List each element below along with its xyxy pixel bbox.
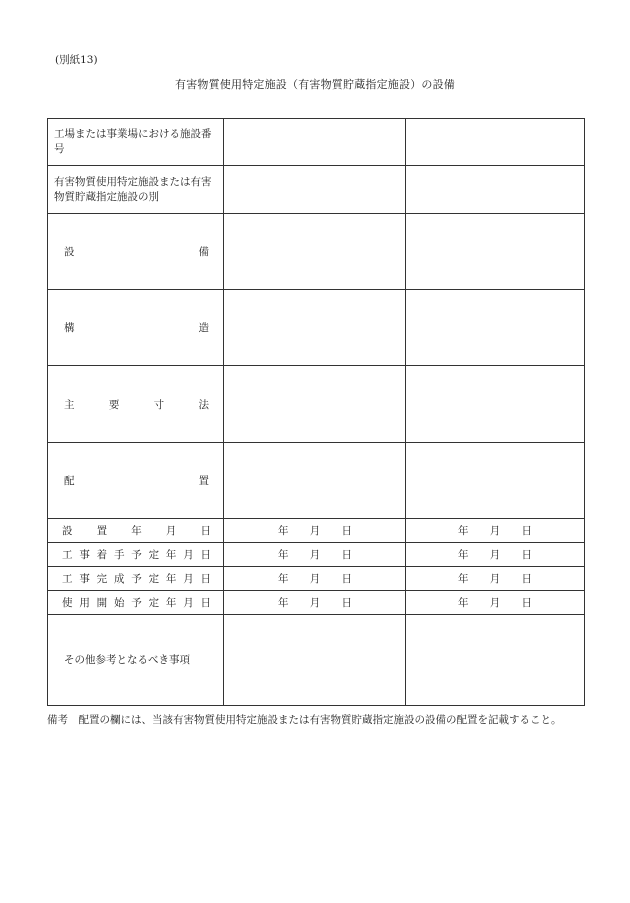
row-construction-end — [48, 567, 585, 591]
input-equipment-2[interactable] — [406, 214, 585, 290]
label-dimensions — [48, 366, 224, 443]
remarks-note: 備考 配置の欄には、当該有害物質使用特定施設または有害物質貯蔵指定施設の設備の配置を記載すること。 — [47, 714, 562, 726]
day-unit: 日 — [521, 597, 532, 609]
label-char: 月 — [183, 549, 194, 561]
spread-label — [48, 473, 223, 488]
label-char: 予 — [131, 597, 142, 609]
label-char: 日 — [200, 597, 211, 609]
row-equipment — [48, 214, 585, 290]
label-char: 要 — [108, 398, 120, 411]
label-char: 成 — [113, 573, 125, 585]
date-units — [406, 523, 532, 538]
label-char: 予 — [131, 549, 142, 561]
year-unit: 年 — [278, 549, 289, 561]
label-char: 完 — [96, 573, 108, 585]
date-units — [224, 571, 352, 586]
label-install-date — [48, 519, 224, 543]
row-other — [48, 615, 585, 706]
label-char: 日 — [200, 573, 211, 585]
label-facility-number: 工場または事業場における施設番号 — [48, 119, 224, 166]
input-equipment-1[interactable] — [224, 214, 406, 290]
month-unit: 月 — [489, 597, 501, 609]
month-unit: 月 — [309, 573, 321, 585]
label-char: 用 — [79, 597, 90, 609]
label-construction-start — [48, 543, 224, 567]
month-unit: 月 — [309, 525, 321, 537]
row-facility-number — [48, 119, 585, 166]
day-unit: 日 — [521, 573, 532, 585]
date-units — [406, 547, 532, 562]
label-char: 年 — [165, 597, 177, 609]
label-char: 造 — [198, 322, 209, 334]
year-unit: 年 — [458, 597, 469, 609]
form-title: 有害物質使用特定施設（有害物質貯蔵指定施設）の設備 — [175, 78, 455, 91]
label-structure — [48, 290, 224, 366]
month-unit: 月 — [309, 549, 321, 561]
input-structure-1[interactable] — [224, 290, 406, 366]
spread-label — [48, 547, 223, 562]
spread-label — [48, 320, 223, 335]
date-units — [224, 595, 352, 610]
year-unit: 年 — [458, 525, 469, 537]
spread-label — [48, 523, 223, 538]
label-equipment — [48, 214, 224, 290]
input-construction-start-2[interactable] — [406, 543, 585, 567]
year-unit: 年 — [458, 549, 469, 561]
input-construction-end-2[interactable] — [406, 567, 585, 591]
row-dimensions — [48, 366, 585, 443]
spread-label — [48, 397, 223, 412]
label-char: 備 — [198, 246, 209, 258]
input-facility-type-2[interactable] — [406, 166, 585, 214]
input-facility-number-2[interactable] — [406, 119, 585, 166]
label-char: 工 — [62, 573, 73, 585]
input-construction-end-1[interactable] — [224, 567, 406, 591]
label-char: 定 — [148, 597, 160, 609]
label-char: 月 — [183, 573, 194, 585]
label-facility-type: 有害物質使用特定施設または有害物質貯蔵指定施設の別 — [48, 166, 224, 214]
label-char: 主 — [64, 398, 75, 411]
month-unit: 月 — [309, 597, 321, 609]
row-install-date — [48, 519, 585, 543]
label-char: 年 — [131, 525, 142, 537]
row-construction-start — [48, 543, 585, 567]
month-unit: 月 — [489, 525, 501, 537]
label-construction-end — [48, 567, 224, 591]
row-use-start — [48, 591, 585, 615]
year-unit: 年 — [278, 597, 289, 609]
input-layout-2[interactable] — [406, 443, 585, 519]
month-unit: 月 — [489, 573, 501, 585]
label-char: 年 — [165, 549, 177, 561]
label-char: 寸 — [153, 398, 165, 411]
day-unit: 日 — [521, 549, 532, 561]
label-char: 着 — [96, 549, 108, 561]
label-char: 配 — [64, 475, 75, 487]
label-char: 予 — [131, 573, 142, 585]
spread-label — [48, 244, 223, 259]
form-id: (別紙13) — [55, 54, 98, 66]
input-use-start-2[interactable] — [406, 591, 585, 615]
year-unit: 年 — [278, 573, 289, 585]
date-units — [406, 595, 532, 610]
input-other-1[interactable] — [224, 615, 406, 706]
label-layout — [48, 443, 224, 519]
input-install-date-2[interactable] — [406, 519, 585, 543]
label-char: 工 — [62, 549, 73, 561]
label-char: 定 — [148, 549, 160, 561]
label-char: 始 — [113, 597, 125, 609]
label-char: 年 — [165, 573, 177, 585]
label-char: 開 — [96, 597, 108, 609]
date-units — [406, 571, 532, 586]
day-unit: 日 — [341, 549, 352, 561]
label-char: 構 — [64, 322, 75, 334]
label-char: 置 — [96, 525, 108, 537]
spread-label — [48, 571, 223, 586]
label-char: 定 — [148, 573, 160, 585]
label-char: 事 — [79, 549, 90, 561]
row-layout — [48, 443, 585, 519]
label-char: 置 — [198, 475, 209, 487]
input-layout-1[interactable] — [224, 443, 406, 519]
year-unit: 年 — [458, 573, 469, 585]
label-char: 法 — [198, 398, 209, 411]
row-structure — [48, 290, 585, 366]
day-unit: 日 — [341, 597, 352, 609]
label-char: 設 — [62, 525, 73, 537]
input-use-start-1[interactable] — [224, 591, 406, 615]
label-char: 日 — [200, 549, 211, 561]
date-units — [224, 523, 352, 538]
spread-label — [48, 595, 223, 610]
month-unit: 月 — [489, 549, 501, 561]
label-char: 事 — [79, 573, 90, 585]
label-char: 日 — [200, 525, 211, 537]
input-other-2[interactable] — [406, 615, 585, 706]
day-unit: 日 — [521, 525, 532, 537]
input-facility-type-1[interactable] — [224, 166, 406, 214]
label-char: 設 — [64, 246, 75, 258]
input-construction-start-1[interactable] — [224, 543, 406, 567]
input-facility-number-1[interactable] — [224, 119, 406, 166]
day-unit: 日 — [341, 525, 352, 537]
date-units — [224, 547, 352, 562]
facility-form-table — [47, 118, 585, 706]
label-other: その他参考となるべき事項 — [48, 615, 224, 706]
label-char: 月 — [165, 525, 177, 537]
input-install-date-1[interactable] — [224, 519, 406, 543]
label-char: 使 — [62, 597, 73, 609]
row-facility-type — [48, 166, 585, 214]
label-char: 月 — [183, 597, 194, 609]
label-char: 手 — [113, 549, 125, 561]
input-dimensions-1[interactable] — [224, 366, 406, 443]
label-use-start — [48, 591, 224, 615]
year-unit: 年 — [278, 525, 289, 537]
input-dimensions-2[interactable] — [406, 366, 585, 443]
input-structure-2[interactable] — [406, 290, 585, 366]
day-unit: 日 — [341, 573, 352, 585]
